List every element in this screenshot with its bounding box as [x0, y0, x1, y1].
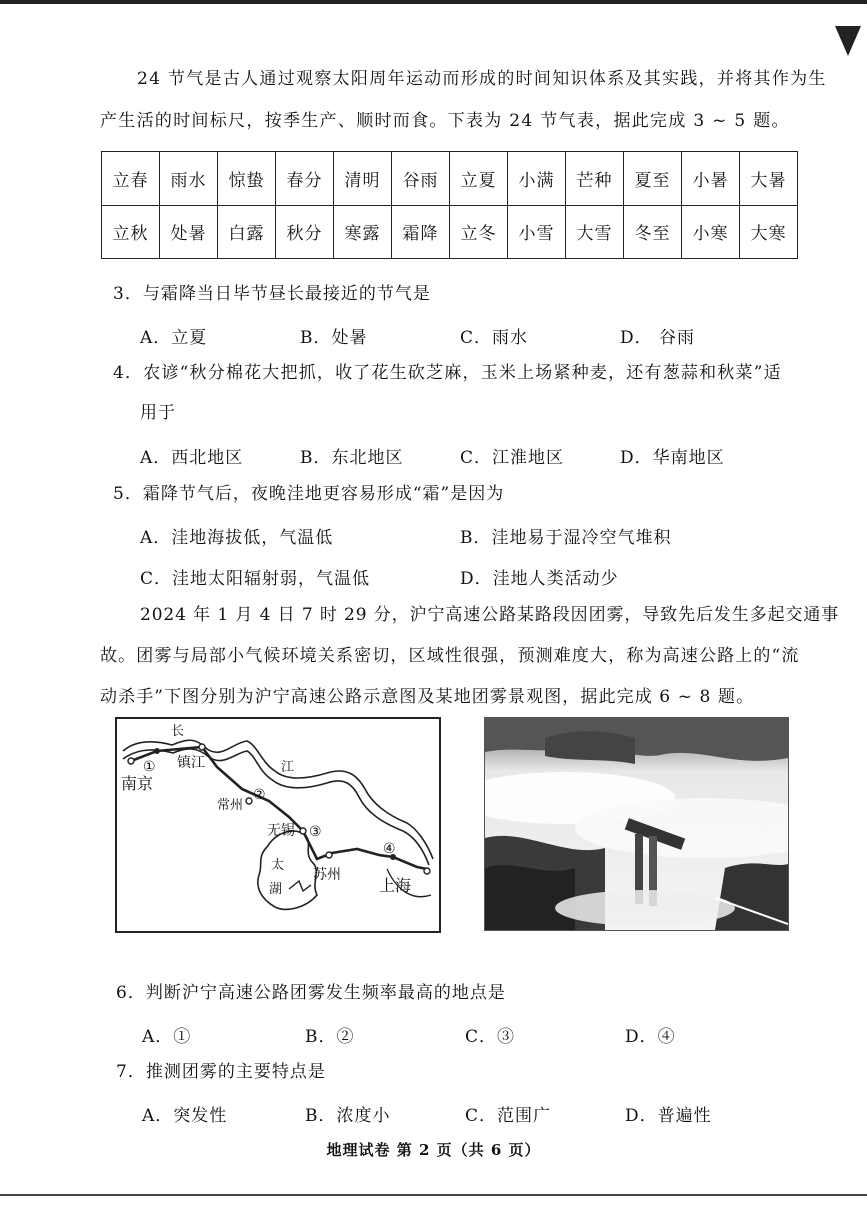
question-6-option-b[interactable]: B．②: [305, 1027, 355, 1047]
table-cell: 冬至: [624, 205, 682, 259]
table-cell: 白露: [218, 205, 276, 259]
top-border: [0, 0, 867, 4]
table-cell: 雨水: [160, 152, 218, 206]
intro-line-1: 24 节气是古人通过观察太阳周年运动而形成的时间知识体系及其实践，并将其作为生: [137, 69, 827, 89]
shanghai-marker: [424, 868, 430, 874]
table-cell: 春分: [276, 152, 334, 206]
table-cell: 寒露: [334, 205, 392, 259]
label-wuxi: 无锡: [267, 823, 295, 839]
table-cell: 立秋: [102, 205, 160, 259]
table-cell: 大暑: [740, 152, 798, 206]
question-3-stem: 3．与霜降当日毕节昼长最接近的节气是: [113, 284, 431, 304]
fog-photo-svg: [485, 718, 788, 930]
question-5-option-b[interactable]: B．洼地易于湿冷空气堆积: [460, 528, 672, 548]
intro-line-2: 产生活的时间标尺，按季生产、顺时而食。下表为 24 节气表，据此完成 3 ~ 5 题。: [100, 111, 790, 131]
page-footer: 地理试卷 第 2 页（共 6 页）: [326, 1141, 541, 1159]
changzhou-marker: [246, 798, 252, 804]
label-point-4: ④: [383, 841, 396, 857]
point-1-marker: [154, 748, 160, 754]
intro2-line-2: 故。团雾与局部小气候环境关系密切，区域性很强，预测难度大，称为高速公路上的“流: [100, 646, 800, 666]
label-zhenjiang: 镇江: [177, 755, 205, 771]
question-4-stem-line-2: 用于: [140, 403, 176, 423]
label-hu: 湖: [269, 882, 283, 897]
question-7-option-a[interactable]: A．突发性: [142, 1106, 228, 1126]
table-cell: 大雪: [566, 205, 624, 259]
label-nanjing: 南京: [121, 774, 154, 793]
question-7-stem: 7．推测团雾的主要特点是: [116, 1062, 326, 1082]
table-cell: 小满: [508, 152, 566, 206]
table-cell: 处暑: [160, 205, 218, 259]
question-4-option-a[interactable]: A．西北地区: [140, 448, 244, 468]
table-cell: 秋分: [276, 205, 334, 259]
question-3-option-b[interactable]: B．处暑: [300, 328, 368, 348]
table-cell: 清明: [334, 152, 392, 206]
question-5-stem: 5．霜降节气后，夜晚洼地更容易形成“霜”是因为: [113, 484, 505, 504]
question-6-option-a[interactable]: A．①: [142, 1027, 192, 1047]
question-5-option-a[interactable]: A．洼地海拔低，气温低: [140, 528, 334, 548]
question-6-option-d[interactable]: D．④: [625, 1027, 676, 1047]
question-5-option-d[interactable]: D．洼地人类活动少: [460, 569, 619, 589]
label-point-2: ②: [253, 787, 266, 803]
table-cell: 惊蛰: [218, 152, 276, 206]
question-7-option-b[interactable]: B．浓度小: [305, 1106, 391, 1126]
label-suzhou: 苏州: [313, 867, 341, 883]
question-4-option-c[interactable]: C．江淮地区: [460, 448, 565, 468]
nanjing-marker: [128, 758, 134, 764]
table-cell: 谷雨: [392, 152, 450, 206]
question-7-option-c[interactable]: C．范围广: [465, 1106, 552, 1126]
label-changzhou: 常州: [217, 798, 244, 813]
highway-map-svg: [117, 719, 439, 931]
label-shanghai: 上海: [379, 876, 412, 895]
suzhou-marker: [326, 852, 332, 858]
question-3-option-c[interactable]: C．雨水: [460, 328, 529, 348]
table-cell: 立冬: [450, 205, 508, 259]
table-cell: 立春: [102, 152, 160, 206]
label-point-1: ①: [143, 759, 156, 775]
table-cell: 霜降: [392, 205, 450, 259]
question-6-stem: 6．判断沪宁高速公路团雾发生频率最高的地点是: [116, 983, 506, 1003]
question-7-option-d[interactable]: D．普遍性: [625, 1106, 712, 1126]
highway-map: [115, 717, 441, 933]
table-row: [102, 152, 798, 206]
label-jiang: 江: [281, 760, 295, 775]
intro2-line-1: 2024 年 1 月 4 日 7 时 29 分，沪宁高速公路某路段因团雾，导致先后发生多起交通事: [140, 605, 840, 625]
table-cell: 大寒: [740, 205, 798, 259]
table-row: [102, 205, 798, 259]
bottom-border: [0, 1194, 867, 1196]
question-3-option-a[interactable]: A．立夏: [140, 328, 208, 348]
table-cell: 小雪: [508, 205, 566, 259]
fog-landscape-photo: [484, 717, 789, 931]
question-6-option-c[interactable]: C．③: [465, 1027, 516, 1047]
intro2-line-3: 动杀手”下图分别为沪宁高速公路示意图及某地团雾景观图，据此完成 6 ~ 8 题。: [100, 687, 755, 707]
label-point-3: ③: [309, 824, 322, 840]
question-4-option-d[interactable]: D．华南地区: [620, 448, 725, 468]
question-5-option-c[interactable]: C．洼地太阳辐射弱，气温低: [140, 569, 371, 589]
table-cell: 小暑: [682, 152, 740, 206]
label-tai: 太: [271, 858, 285, 873]
question-4-stem-line-1: 4．农谚“秋分棉花大把抓，收了花生砍芝麻，玉米上场紧种麦，还有葱蒜和秋菜”适: [113, 363, 782, 383]
wuxi-marker: [300, 828, 306, 834]
table-cell: 立夏: [450, 152, 508, 206]
label-chang: 长: [171, 724, 185, 739]
table-cell: 小寒: [682, 205, 740, 259]
question-3-option-d[interactable]: D． 谷雨: [620, 328, 696, 348]
solar-terms-table: [101, 151, 798, 259]
table-cell: 芒种: [566, 152, 624, 206]
table-cell: 夏至: [624, 152, 682, 206]
zhenjiang-marker: [199, 744, 205, 750]
question-4-option-b[interactable]: B．东北地区: [300, 448, 404, 468]
corner-triangle-icon: [835, 26, 861, 56]
